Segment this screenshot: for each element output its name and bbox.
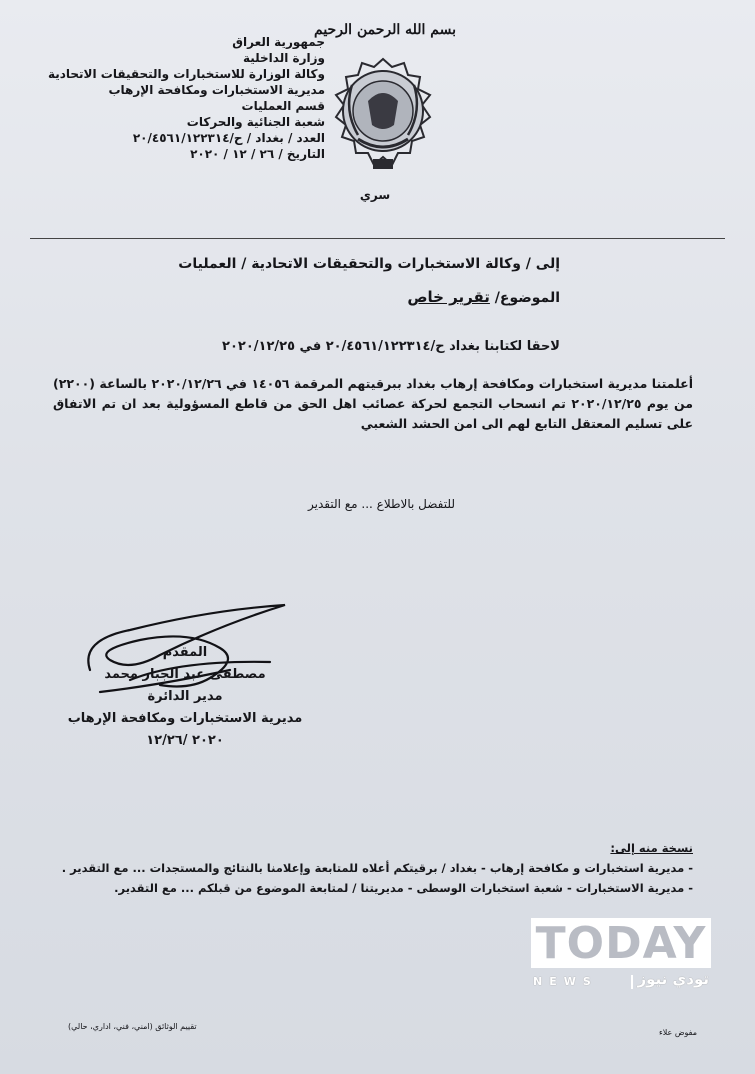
logo-brand: TODAY [531, 918, 711, 968]
copies-item: - مديرية استخبارات و مكافحة إرهاب - بغداد / برقيتكم أعلاه للمتابعة وإعلامنا بالنتائج والمستجدات ... مع التقدير . [61, 861, 693, 875]
letter-body: أعلمتنا مديرية استخبارات ومكافحة إرهاب بغداد ببرقيتهم المرقمة ١٤٠٥٦ في ٢٠٢٠/١٢/٢٦ بالساعة (٢٢٠٠) من يوم ٢٠٢٠/١٢/٢٥ تم انسحاب التجمع لحركة عصائب اهل الحق من قاطع المسؤولية بعد ان تم الاتفاق على تسليم المعتقل التابع لهم الى امن الحشد الشعبي [53, 376, 694, 431]
document-date: التاريخ / ٢٦ / ١٢ / ٢٠٢٠ [190, 147, 325, 161]
basmala: بسم الله الرحمن الرحيم [314, 22, 456, 38]
letterhead [25, 34, 325, 162]
signer-organization: مديرية الاستخبارات ومكافحة الإرهاب [67, 711, 303, 726]
copies-section [43, 838, 693, 898]
logo-separator [631, 975, 633, 989]
letterhead-line: جمهورية العراق [232, 35, 325, 49]
today-news-logo [531, 918, 711, 996]
subject-text: تقرير خاص [407, 288, 490, 306]
document-number: العدد / بغداد / ح/٢٠/٤٥٦١/١٢٢٣١٤ [132, 131, 325, 145]
logo-arabic-text: تودي نيوز [637, 970, 709, 988]
letterhead-line: وزارة الداخلية [242, 51, 325, 65]
letterhead-line: شعبة الجنائية والحركات [186, 115, 325, 129]
copies-heading: نسخة منه إلى: [610, 841, 693, 855]
logo-news-text: NEWS [533, 975, 598, 988]
footer-clerk: مفوض علاء [659, 1028, 697, 1037]
header-divider [30, 238, 725, 239]
letterhead-line: قسم العمليات [241, 99, 325, 113]
footer-document-rating: تقييم الوثائق (امني، فني، اداري، حالي) [68, 1022, 197, 1031]
addressee: إلى / وكالة الاستخبارات والتحقيقات الاتحادية / العمليات [178, 256, 560, 272]
letterhead-line: مديرية الاستخبارات ومكافحة الإرهاب [108, 83, 325, 97]
ministry-seal-icon [318, 55, 448, 180]
subject-label: الموضوع/ [494, 290, 560, 306]
signer-rank: المقدم [162, 645, 208, 660]
reference-line: لاحقا لكتابنا بغداد ح/٢٠/٤٥٦١/١٢٢٣١٤ في ٢٠٢٠/١٢/٢٥ [222, 339, 560, 354]
classification-label: سري [359, 188, 391, 202]
subject-line [407, 288, 560, 306]
letterhead-line: وكالة الوزارة للاستخبارات والتحقيقات الاتحادية [47, 67, 325, 81]
signer-name: مصطفى عبد الجبار محمد [104, 667, 266, 682]
signature-block [60, 642, 310, 752]
copies-item: - مديرية الاستخبارات - شعبة استخبارات الوسطى - مديريتنا / لمتابعة الموضوع من قبلكم ... مع التقدير. [114, 881, 693, 895]
signature-date: ٢٠٢٠ /١٢/٢٦ [146, 733, 224, 748]
closing-line: للتفضل بالاطلاع ... مع التقدير [308, 497, 455, 511]
signer-title: مدير الدائرة [147, 689, 223, 704]
